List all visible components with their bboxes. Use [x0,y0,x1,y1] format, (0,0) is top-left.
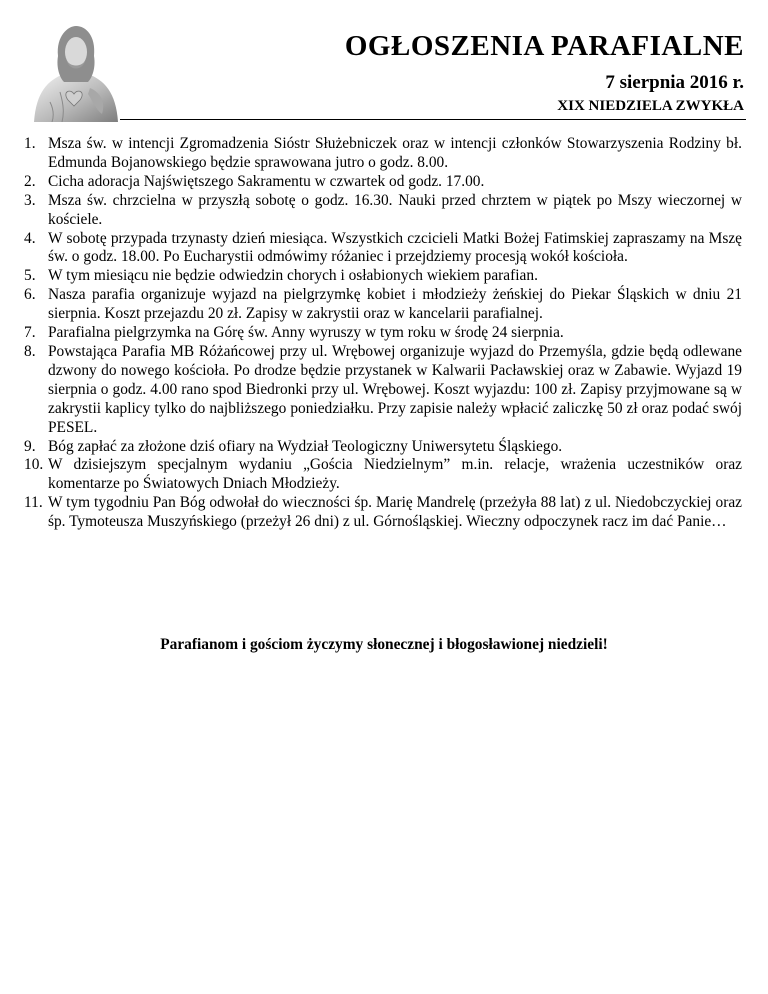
announcement-list [24,135,742,532]
item-text: W sobotę przypada trzynasty dzień miesiąca. Wszystkich czcicieli Matki Bożej Fatimskiej zapraszamy na Mszę św. o godz. 18.00. Po Eucharystii odmówimy różaniec i przejdziemy procesją wokół kościoła. [48,229,742,266]
announcement-item [24,343,742,438]
announcement-item [24,456,742,494]
item-number: 4. [24,229,36,247]
item-text: W tym miesiącu nie będzie odwiedzin chorych i osłabionych wiekiem parafian. [48,267,538,285]
item-text: Msza św. chrzcielna w przyszłą sobotę o godz. 16.30. Nauki przed chrztem w piątek po Mszy wieczornej w kościele. [48,191,742,228]
header-divider [120,119,746,120]
item-text: Nasza parafia organizuje wyjazd na pielgrzymkę kobiet i młodzieży żeńskiej do Piekar Śląskich w dniu 21 sierpnia. Koszt przejazdu 20 zł. Zapisy w zakrystii oraz w kancelarii parafialnej. [48,286,742,323]
item-number: 8. [24,342,36,360]
announcement-item [24,438,742,457]
item-number: 6. [24,286,36,304]
announcement-item [24,135,742,173]
closing-wish: Parafianom i gościom życzymy słonecznej i błogosławionej niedzieli! [160,636,608,653]
item-number: 9. [24,437,36,455]
item-number: 2. [24,172,36,190]
item-text: Cicha adoracja Najświętszego Sakramentu w czwartek od godz. 17.00. [48,172,485,190]
page-header [0,0,768,130]
item-text: W tym tygodniu Pan Bóg odwołał do wieczności śp. Marię Mandrelę (przeżyła 88 lat) z ul. Niedobczyckiej oraz śp. Tymoteusza Muszyńskiego (przeżył 26 dni) z ul. Górnośląskiej. Wieczny odpoczynek racz im dać Panie… [48,494,742,531]
item-number: 7. [24,324,36,342]
liturgical-sunday: XIX NIEDZIELA ZWYKŁA [557,98,744,114]
item-number: 5. [24,267,36,285]
announcement-item [24,267,742,286]
sacred-heart-statue-image [30,22,122,122]
item-text: Parafialna pielgrzymka na Górę św. Anny wyruszy w tym roku w środę 24 sierpnia. [48,324,564,342]
item-text: W dzisiejszym specjalnym wydaniu „Gościa Niedzielnym” m.in. relacje, wrażenia uczestników oraz komentarze po Światowych Dniach Młodzieży. [48,456,742,493]
announcement-date: 7 sierpnia 2016 r. [605,72,744,93]
announcement-item [24,324,742,343]
item-text: Msza św. w intencji Zgromadzenia Sióstr Służebniczek oraz w intencji członków Stowarzyszenia Rodziny bł. Edmunda Bojanowskiego będzie sprawowana jutro o godz. 8.00. [48,135,742,171]
item-number: 3. [24,191,36,209]
page-title: OGŁOSZENIA PARAFIALNE [344,30,744,62]
item-text: Bóg zapłać za złożone dziś ofiary na Wydział Teologiczny Uniwersytetu Śląskiego. [48,437,563,455]
item-number: 11. [24,494,43,512]
announcement-item [24,494,742,532]
item-text: Powstająca Parafia MB Różańcowej przy ul. Wrębowej organizuje wyjazd do Przemyśla, gdzie będą odlewane dzwony do nowego kościoła. Po drodze będzie przystanek w Kalwarii Pacławskiej oraz w Zabawie. Wyjazd 19 sierpnia o godz. 4.00 rano spod Biedronki przy ul. Wrębowej. Koszt wyjazdu: 100 zł. Zapisy przyjmowane są w zakrystii kaplicy tylko do najbliższego poniedziałku. Przy zapisie należy wpłacić zaliczkę 50 zł oraz podać swój PESEL. [48,342,742,436]
announcement-item [24,286,742,324]
item-number: 10. [24,456,44,474]
announcement-item [24,173,742,192]
announcement-item [24,192,742,230]
announcement-item [24,230,742,268]
item-number: 1. [24,135,36,152]
